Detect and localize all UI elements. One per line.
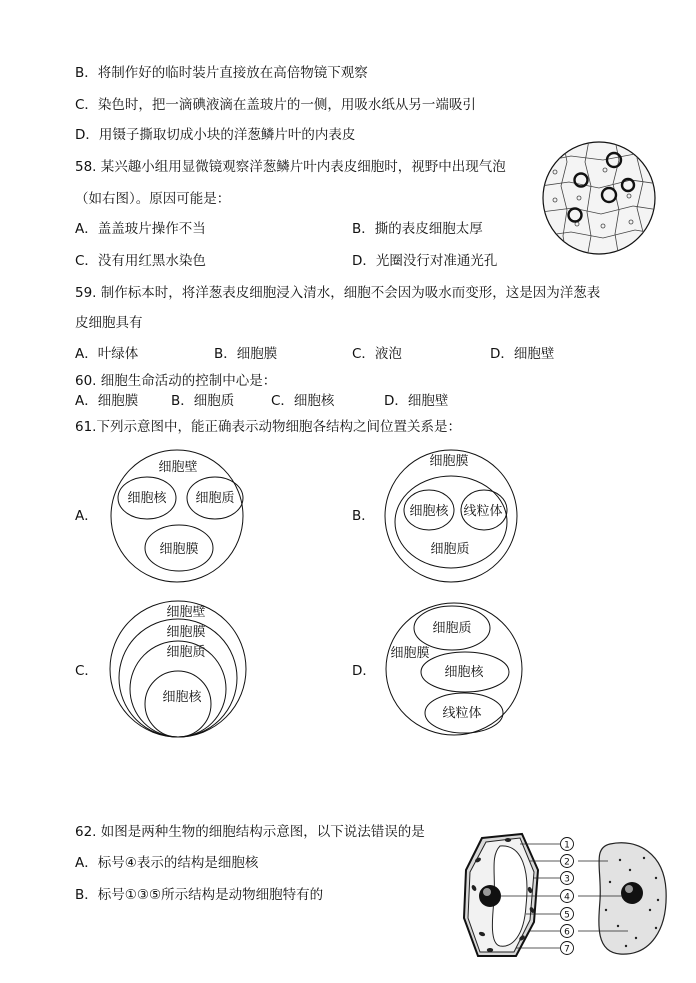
q61-diagram-c xyxy=(108,598,248,740)
diagram-b-right-label: 线粒体 xyxy=(463,504,503,519)
q62-option-b: B．标号①③⑤所示结构是动物细胞特有的 xyxy=(75,887,324,903)
diagram-c-l2-label: 细胞膜 xyxy=(166,625,206,640)
diagram-c-l3-label: 细胞质 xyxy=(166,645,206,660)
q61-option-a-letter: A． xyxy=(75,508,98,524)
diagram-a-right-label: 细胞质 xyxy=(195,491,235,506)
diagram-a-bottom-label: 细胞膜 xyxy=(159,542,199,557)
marker-numbers xyxy=(564,841,570,955)
diagram-c-wall-circle xyxy=(110,601,246,737)
q59-stem-line1: 59. 制作标本时，将洋葱表皮细胞浸入清水，细胞不会因为吸水而变形，这是因为洋葱表 xyxy=(75,285,601,301)
animal-cell xyxy=(599,843,666,954)
marker-6-label: 6 xyxy=(564,927,570,938)
marker-5-label: 5 xyxy=(564,910,570,921)
diagram-d-middle-label: 细胞核 xyxy=(444,665,484,680)
microscope-view-figure xyxy=(541,140,659,256)
diagram-a-outer-label: 细胞壁 xyxy=(158,460,198,475)
diagram-b-left-label: 细胞核 xyxy=(409,504,449,519)
q59-stem-line2: 皮细胞具有 xyxy=(75,315,143,331)
q62-stem: 62. 如图是两种生物的细胞结构示意图，以下说法错误的是 xyxy=(75,824,425,840)
q57-option-b: B．将制作好的临时装片直接放在高倍物镜下观察 xyxy=(75,65,368,81)
diagram-b-outer-label: 细胞膜 xyxy=(429,454,469,469)
marker-1-label: 1 xyxy=(564,840,570,851)
q60-stem: 60. 细胞生命活动的控制中心是： xyxy=(75,373,277,389)
q58-option-d: D．光圈没行对准通光孔 xyxy=(352,253,498,269)
q57-option-d: D．用镊子撕取切成小块的洋葱鳞片叶的内表皮 xyxy=(75,127,356,143)
plant-cell xyxy=(464,834,538,956)
diagram-d-outer-label: 细胞膜 xyxy=(390,646,430,661)
q59-option-b: B．细胞膜 xyxy=(214,346,278,362)
diagram-c-l1-label: 细胞壁 xyxy=(166,605,206,620)
q60-option-a: A．细胞膜 xyxy=(75,393,139,409)
diagram-b-bottom-label: 细胞质 xyxy=(430,542,470,557)
q58-option-c: C．没有用红黑水染色 xyxy=(75,253,206,269)
q58-stem-line2: （如右图）。原因可能是： xyxy=(75,191,231,207)
diagram-d-bottom-label: 线粒体 xyxy=(442,706,482,721)
q57-option-c: C．染色时，把一滴碘液滴在盖玻片的一侧，用吸水纸从另一端吸引 xyxy=(75,97,476,113)
q61-option-d-letter: D． xyxy=(352,663,376,679)
q61-diagram-d xyxy=(382,600,524,740)
q61-option-c-letter: C． xyxy=(75,663,98,679)
marker-7-label: 7 xyxy=(564,944,570,955)
q58-option-a: A．盖盖玻片操作不当 xyxy=(75,221,206,237)
diagram-c-l4-label: 细胞核 xyxy=(162,690,202,705)
q59-option-c: C．液泡 xyxy=(352,346,402,362)
q61-option-b-letter: B． xyxy=(352,508,375,524)
q59-option-d: D．细胞壁 xyxy=(490,346,555,362)
diagram-d-top-label: 细胞质 xyxy=(432,621,472,636)
q61-diagram-a xyxy=(108,449,248,585)
q60-option-c: C．细胞核 xyxy=(271,393,335,409)
marker-4-label: 4 xyxy=(564,892,570,903)
q62-option-a: A．标号④表示的结构是细胞核 xyxy=(75,855,259,871)
q58-stem-line1: 58. 某兴趣小组用显微镜观察洋葱鳞片叶内表皮细胞时，视野中出现气泡 xyxy=(75,159,506,175)
q61-stem: 61.下列示意图中，能正确表示动物细胞各结构之间位置关系是： xyxy=(75,419,461,435)
marker-2-label: 2 xyxy=(564,857,570,868)
q61-diagram-b xyxy=(382,449,522,585)
q59-option-a: A．叶绿体 xyxy=(75,346,139,362)
plant-nucleus xyxy=(479,885,501,907)
diagram-a-left-label: 细胞核 xyxy=(127,491,167,506)
animal-nucleus xyxy=(621,882,643,904)
q60-option-d: D．细胞壁 xyxy=(384,393,449,409)
marker-3-label: 3 xyxy=(564,874,570,885)
cell-structure-figure xyxy=(460,830,672,962)
q60-option-b: B．细胞质 xyxy=(171,393,235,409)
q58-option-b: B．撕的表皮细胞太厚 xyxy=(352,221,483,237)
